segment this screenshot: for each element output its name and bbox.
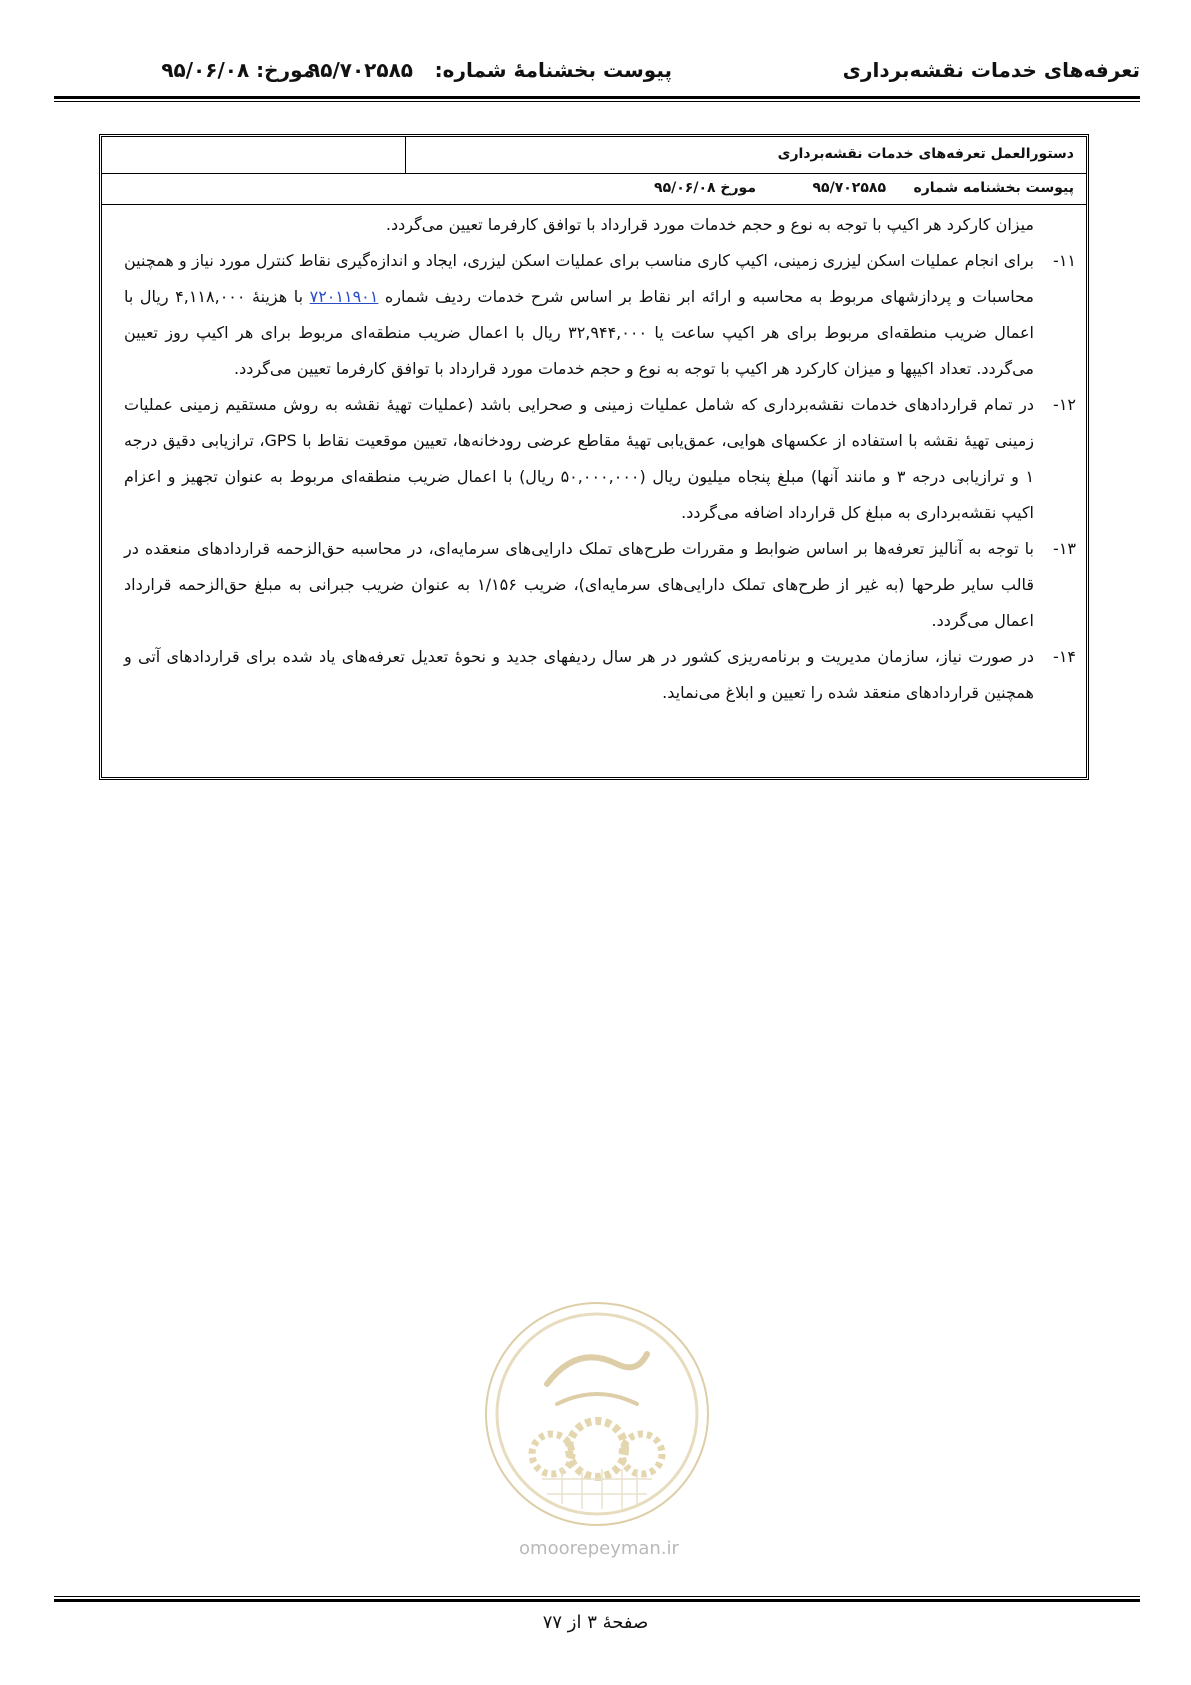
box-title-row xyxy=(102,137,1086,174)
page-number: صفحهٔ ۳ از ۷۷ xyxy=(542,1612,649,1633)
list-item-14 xyxy=(124,639,1076,711)
item-text: در صورت نیاز، سازمان مدیریت و برنامه‌ریزی کشور در هر سال ردیفهای جدید و نحوهٔ تعدیل تعرفه‌های یاد شده برای قراردادهای آتی و همچنین قراردادهای منعقد شده را تعیین و ابلاغ می‌نماید. xyxy=(124,647,1034,702)
box-date: مورخ ۹۵/۰۶/۰۸ xyxy=(654,180,756,196)
box-reference-row xyxy=(102,173,1086,205)
footer-rule xyxy=(54,1599,1140,1602)
item-number: ۱۴- xyxy=(1053,647,1076,666)
box-attachment-number: ۹۵/۷۰۲۵۸۵ xyxy=(812,180,886,196)
intro-paragraph: میزان کارکرد هر اکیپ با توجه به نوع و حجم خدمات مورد قرارداد با توافق کارفرما تعیین می‌گردد. xyxy=(385,215,1034,234)
header-rule xyxy=(54,96,1140,99)
item-text-part1: برای انجام عملیات اسکن لیزری زمینی، اکیپ کاری مناسب برای عملیات اسکن لیزری، ایجاد و اندازه‌گیری نقاط کنترل مورد نیاز و همچنین محاسبات و پردازشهای مربوط به محاسبه و ارائه ابر نقاط بر اساس شرح خدمات ردیف شماره xyxy=(124,251,1034,306)
row-number-link[interactable]: ۷۲۰۱۱۹۰۱ xyxy=(309,287,379,306)
header-rule-thin xyxy=(54,101,1140,102)
document-title: تعرفه‌های خدمات نقشه‌برداری xyxy=(842,58,1140,82)
list-item-12 xyxy=(124,387,1076,531)
item-text-part2: با هزینهٔ ۴,۱۱۸,۰۰۰ ریال با اعمال ضریب منطقه‌ای مربوط برای هر اکیپ ساعت یا ۳۲,۹۴۴,۰۰۰ ریال با اعمال ضریب منطقه‌ای مربوط برای هر اکیپ روز تعیین می‌گردد. تعداد اکیپها و میزان کارکرد هر اکیپ با توجه به نوع و حجم خدمات مورد قرارداد با توافق کارفرما تعیین می‌گردد. xyxy=(124,287,1035,378)
box-title: دستورالعمل تعرفه‌های خدمات نقشه‌برداری xyxy=(405,137,1086,173)
circular-date: مورخ: ۹۵/۰۶/۰۸ xyxy=(161,58,315,82)
watermark-stamp-icon xyxy=(485,1302,709,1526)
item-text: در تمام قراردادهای خدمات نقشه‌برداری که شامل عملیات زمینی و صحرایی باشد (عملیات تهیهٔ نقشه به روش مستقیم زمینی عملیات زمینی تهیهٔ نقشه با استفاده از عکسهای هوایی، عمق‌یابی تهیهٔ مقاطع عرضی رودخانه‌ها، تعیین موقعیت نقاط با GPS، ترازیابی دقیق درجه ۱ و ترازیابی درجه ۳ و مانند آنها) مبلغ پنجاه میلیون ریال (۵۰,۰۰۰,۰۰۰ ریال) با اعمال ضریب منطقه‌ای مربوط به عنوان تجهیز و اعزام اکیپ نقشه‌برداری به مبلغ کل قرارداد اضافه می‌گردد. xyxy=(124,395,1035,522)
item-text: با توجه به آنالیز تعرفه‌ها بر اساس ضوابط و مقررات طرح‌های تملک دارایی‌های سرمایه‌ای، در محاسبه حق‌الزحمه قراردادهای منعقده در قالب سایر طرحها (به غیر از طرح‌های تملک دارایی‌های سرمایه‌ای)، ضریب ۱/۱۵۶ به عنوان ضریب جبرانی به مبلغ حق‌الزحمه قرارداد اعمال می‌گردد. xyxy=(124,539,1034,630)
item-number: ۱۳- xyxy=(1053,539,1076,558)
item-number: ۱۱- xyxy=(1053,251,1076,270)
item-number: ۱۲- xyxy=(1053,395,1076,414)
list-item-11 xyxy=(124,243,1076,387)
box-body xyxy=(102,207,1086,711)
box-attachment-label: پیوست بخشنامه شماره xyxy=(913,180,1074,196)
attachment-label: پیوست بخشنامهٔ شماره: xyxy=(434,58,672,82)
watermark-caption: omoorepeyman.ir xyxy=(519,1538,679,1559)
circular-number: ۹۵/۷۰۲۵۸۵ xyxy=(308,58,413,82)
footer-rule-thin xyxy=(54,1596,1140,1597)
instruction-box xyxy=(99,134,1089,780)
page-header xyxy=(54,58,1140,90)
list-item-13 xyxy=(124,531,1076,639)
